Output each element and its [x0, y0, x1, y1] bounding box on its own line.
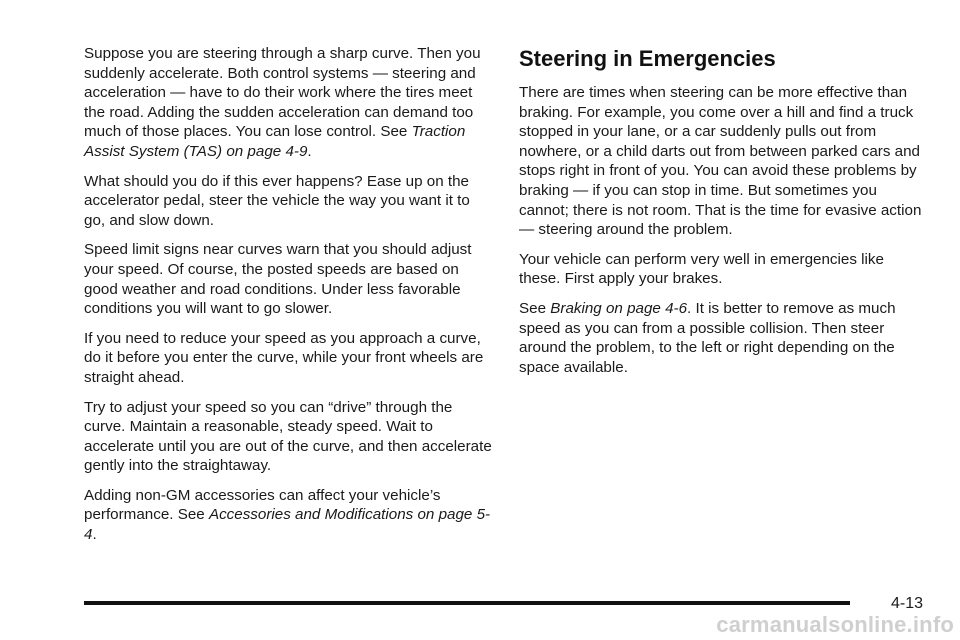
- link-braking[interactable]: Braking on page 4-6: [550, 299, 688, 317]
- right-column: [519, 44, 925, 387]
- paragraph-what-to-do: What should you do if this ever happens? Ease up on the accelerator pedal, steer the vehicle the way you want it to go, and slow down.: [84, 172, 470, 229]
- section-heading: Steering in Emergencies: [519, 46, 776, 71]
- paragraph-steering-effective: There are times when steering can be more effective than braking. For example, you come over a hill and find a truck stopped in your lane, or a car suddenly pulls out from nowhere, or a child darts out from between parked cars and stops right in front of you. You can avoid these problems by braking — if you can stop in time. But sometimes you cannot; there is not room. That is the time for evasive action — steering around the problem.: [519, 84, 922, 239]
- paragraph-see-braking: [519, 299, 925, 377]
- paragraph-end: .: [92, 526, 97, 544]
- paragraph-apply-brakes: Your vehicle can perform very well in emergencies like these. First apply your brakes.: [519, 250, 884, 288]
- page-number: 4-13: [891, 595, 924, 612]
- footer-rule: [84, 601, 850, 605]
- paragraph-text: Adding non-GM accessories can affect your vehicle’s performance. See: [84, 486, 441, 524]
- left-column: [84, 44, 494, 555]
- link-accessories[interactable]: Accessories and Modifications on page 5-4: [84, 506, 491, 544]
- paragraph-accessories: [84, 486, 494, 545]
- paragraph-text: Suppose you are steering through a sharp curve. Then you suddenly accelerate. Both control systems — steering and acceleration — have to do their work where the tires meet the road. Adding the sudden acceleration can demand too much of those places. You can lose control. See: [84, 45, 481, 141]
- paragraph-speed-signs: Speed limit signs near curves warn that you should adjust your speed. Of course, the posted speeds are based on good weather and road conditions. Under less favorable conditions you will want to go slower.: [84, 241, 472, 318]
- paragraph-reduce-speed: If you need to reduce your speed as you approach a curve, do it before you enter the curve, while your front wheels are straight ahead.: [84, 329, 484, 386]
- watermark: carmanualsonline.info: [716, 612, 954, 637]
- paragraph-text: . It is better to remove as much speed as you can from a possible collision. Then steer around the problem, to the left or right depending on the space available.: [519, 299, 896, 376]
- link-traction-assist[interactable]: Traction Assist System (TAS) on page 4-9: [84, 123, 466, 160]
- paragraph-start: See: [519, 299, 551, 317]
- paragraph-end: .: [307, 142, 312, 160]
- paragraph-sharp-curve: [84, 44, 494, 162]
- paragraph-drive-through: Try to adjust your speed so you can “drive” through the curve. Maintain a reasonable, steady speed. Wait to accelerate until you are out of the curve, and then accelerate gently into the straightaway.: [84, 398, 492, 475]
